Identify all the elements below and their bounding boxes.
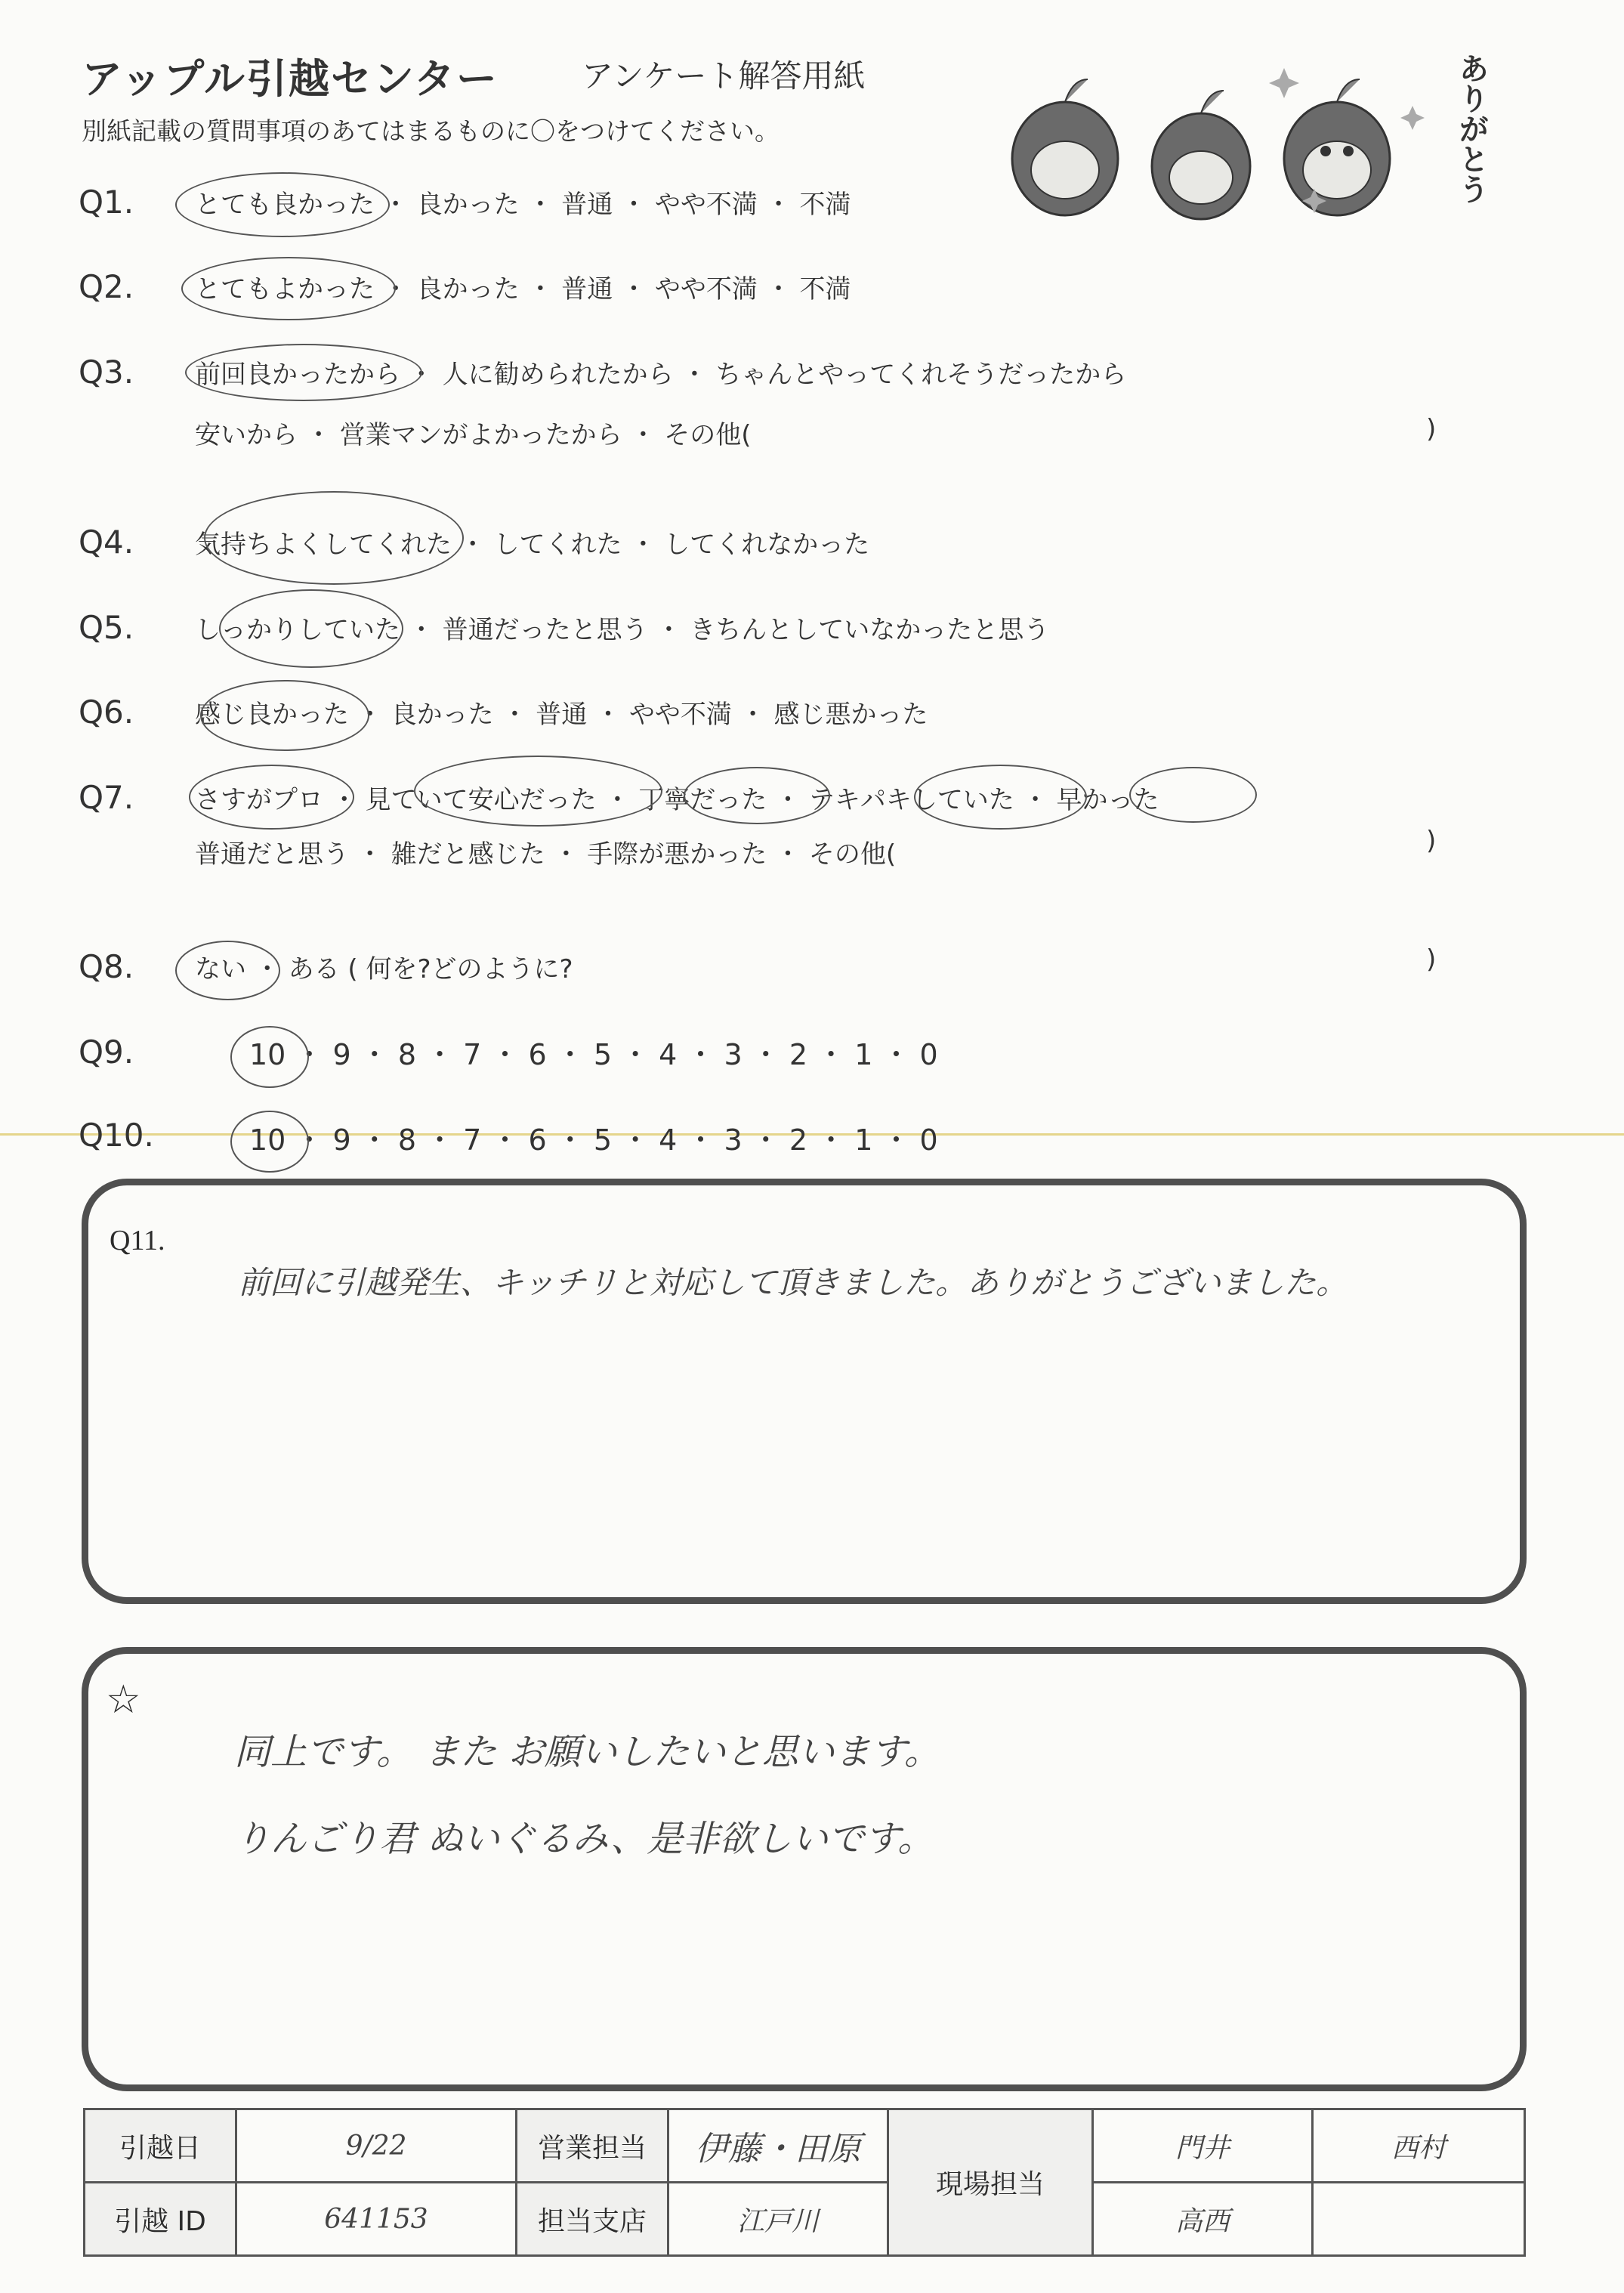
q5-options: しっかりしていた ・ 普通だったと思う ・ きちんとしていなかったと思う [195,615,1050,645]
q3-label: Q3. [79,354,134,391]
q8-label: Q8. [79,948,134,985]
answer-circle-q7-b [414,756,662,827]
site-staff-3: 高西 [1093,2183,1313,2256]
q9-label: Q9. [79,1034,134,1071]
answer-circle-q5 [219,589,403,668]
q1-options: とても良かった ・ 良かった ・ 普通 ・ やや不満 ・ 不満 [195,190,851,220]
answer-circle-q9 [230,1026,309,1088]
staff-info-table [83,2108,1526,2257]
q1-label: Q1. [79,184,134,221]
move-id-value: 641153 [236,2183,517,2256]
q7-options-line2: 普通だと思う ・ 雑だと感じた ・ 手際が悪かった ・ その他( [195,839,897,870]
answer-circle-q7-e [1129,767,1257,823]
q7-options-line1: さすがプロ ・ 見ていて安心だった ・ 丁寧だった ・ テキパキしていた ・ 早かった [195,785,1159,815]
instruction-text: 別紙記載の質問事項のあてはまるものに〇をつけてください。 [82,116,780,146]
star-comment-line1: 同上です。 また お願いしたいと思います。 [234,1731,940,1773]
site-staff-2: 西村 [1313,2109,1525,2183]
q3-options-line1: 前回良かったから ・ 人に勧められたから ・ ちゃんとやってくれそうだったから [195,360,1127,390]
answer-circle-q4 [204,491,464,585]
answer-circle-q6 [200,680,369,751]
move-date-value: 9/22 [236,2109,517,2183]
answer-circle-q2 [181,257,396,320]
star-icon: ☆ [106,1677,141,1723]
q11-comment-box [82,1179,1527,1604]
answer-circle-q1 [175,172,390,237]
q2-options: とてもよかった ・ 良かった ・ 普通 ・ やや不満 ・ 不満 [195,274,851,304]
branch-label: 担当支店 [517,2183,668,2256]
site-staff-4 [1313,2183,1525,2256]
q7-close-paren: ) [1426,826,1437,856]
q10-scale: 10 ・ 9 ・ 8 ・ 7 ・ 6 ・ 5 ・ 4 ・ 3 ・ 2 ・ 1 ・ 0 [249,1123,938,1157]
site-staff-1: 門井 [1093,2109,1313,2183]
q3-options-line2: 安いから ・ 営業マンがよかったから ・ その他( [195,420,752,450]
q6-label: Q6. [79,694,134,731]
q2-label: Q2. [79,268,134,305]
q8-options: ない ・ ある ( 何を?どのように? [195,954,573,984]
q4-label: Q4. [79,524,134,561]
move-date-label: 引越日 [85,2109,236,2183]
branch-value: 江戸川 [668,2183,888,2256]
q10-label: Q10. [79,1117,154,1154]
q9-scale: 10 ・ 9 ・ 8 ・ 7 ・ 6 ・ 5 ・ 4 ・ 3 ・ 2 ・ 1 ・ 0 [249,1038,938,1071]
answer-circle-q7-d [914,765,1087,830]
q6-options: 感じ良かった ・ 良かった ・ 普通 ・ やや不満 ・ 感じ悪かった [195,700,928,730]
form-subtitle: アンケート解答用紙 [582,57,866,94]
answer-circle-q3 [185,344,422,401]
sales-staff-label: 営業担当 [517,2109,668,2183]
q7-label: Q7. [79,779,134,816]
star-comment-box [82,1647,1527,2091]
q8-close-paren: ) [1426,944,1437,975]
star-comment-line2: りんごり君 ぬいぐるみ、是非欲しいです。 [234,1818,934,1860]
answer-circle-q10 [230,1111,309,1173]
q5-label: Q5. [79,609,134,646]
move-id-label: 引越 ID [85,2183,236,2256]
site-staff-label: 現場担当 [888,2109,1093,2256]
sales-staff-value: 伊藤・田原 [668,2109,888,2183]
answer-circle-q8 [175,941,280,1000]
q4-options: 気持ちよくしてくれた ・ してくれた ・ してくれなかった [195,530,870,560]
q11-label: Q11. [110,1225,165,1256]
form-title: アップル引越センター [82,55,499,103]
arigatou-text: ありがとう [1454,53,1489,204]
answer-circle-q7-c [684,767,830,824]
mascot-illustration [982,45,1473,242]
answer-circle-q7-a [189,765,354,830]
q3-close-paren: ) [1426,414,1437,444]
q11-answer: 前回に引越発生、キッチリと対応して頂きました。ありがとうございました。 [238,1264,1348,1301]
